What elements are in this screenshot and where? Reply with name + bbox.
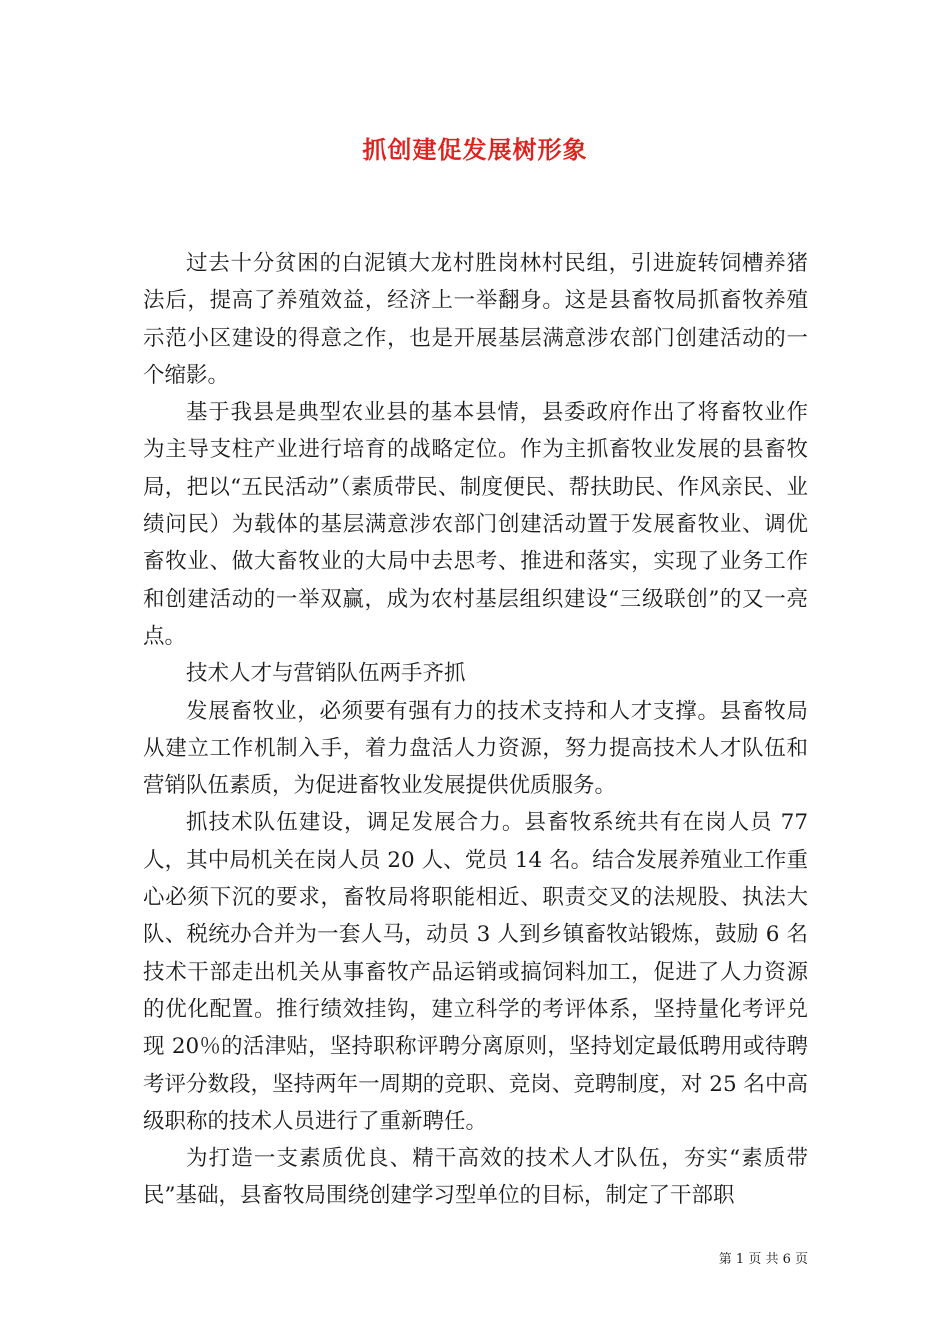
document-title: 抓创建促发展树形象 xyxy=(362,135,588,164)
document-body xyxy=(143,245,808,1215)
paragraph: 为打造一支素质优良、精干高效的技术人才队伍，夯实“素质带民”基础，县畜牧局围绕创建学习型单位的目标，制定了干部职 xyxy=(143,1146,808,1209)
section-heading: 技术人才与营销队伍两手齐抓 xyxy=(186,661,466,687)
paragraph: 基于我县是典型农业县的基本县情，县委政府作出了将畜牧业作为主导支柱产业进行培育的战略定位。作为主抓畜牧业发展的县畜牧局，把以“五民活动”（素质带民、制度便民、帮扶助民、作风亲民、业绩问民）为载体的基层满意涉农部门创建活动置于发展畜牧业、调优畜牧业、做大畜牧业的大局中去思考、推进和落实，实现了业务工作和创建活动的一举双赢，成为农村基层组织建设“三级联创”的又一亮点。 xyxy=(143,400,808,649)
page-number: 第 1 页 共 6 页 xyxy=(718,1252,808,1267)
paragraph: 过去十分贫困的白泥镇大龙村胜岗林村民组，引进旋转饲槽养猪法后，提高了养殖效益，经济上一举翻身。这是县畜牧局抓畜牧养殖示范小区建设的得意之作，也是开展基层满意涉农部门创建活动的一个缩影。 xyxy=(143,251,808,388)
paragraph: 发展畜牧业，必须要有强有力的技术支持和人才支撑。县畜牧局从建立工作机制入手，着力盘活人力资源，努力提高技术人才队伍和营销队伍素质，为促进畜牧业发展提供优质服务。 xyxy=(143,698,808,799)
paragraph: 抓技术队伍建设，调足发展合力。县畜牧系统共有在岗人员 77 人，其中局机关在岗人员 20 人、党员 14 名。结合发展养殖业工作重心必须下沉的要求，畜牧局将职能相近、职责交叉的法规股、执法大队、税统办合并为一套人马，动员 3 人到乡镇畜牧站锻炼，鼓励 6 名技术干部走出机关从事畜牧产品运销或搞饲料加工，促进了人力资源的优化配置。推行绩效挂钩，建立科学的考评体系，坚持量化考评兑现 20％的活津贴，坚持职称评聘分离原则，坚持划定最低聘用或待聘考评分数段，坚持两年一周期的竞职、竞岗、竞聘制度，对 25 名中高级职称的技术人员进行了重新聘任。 xyxy=(143,810,808,1134)
